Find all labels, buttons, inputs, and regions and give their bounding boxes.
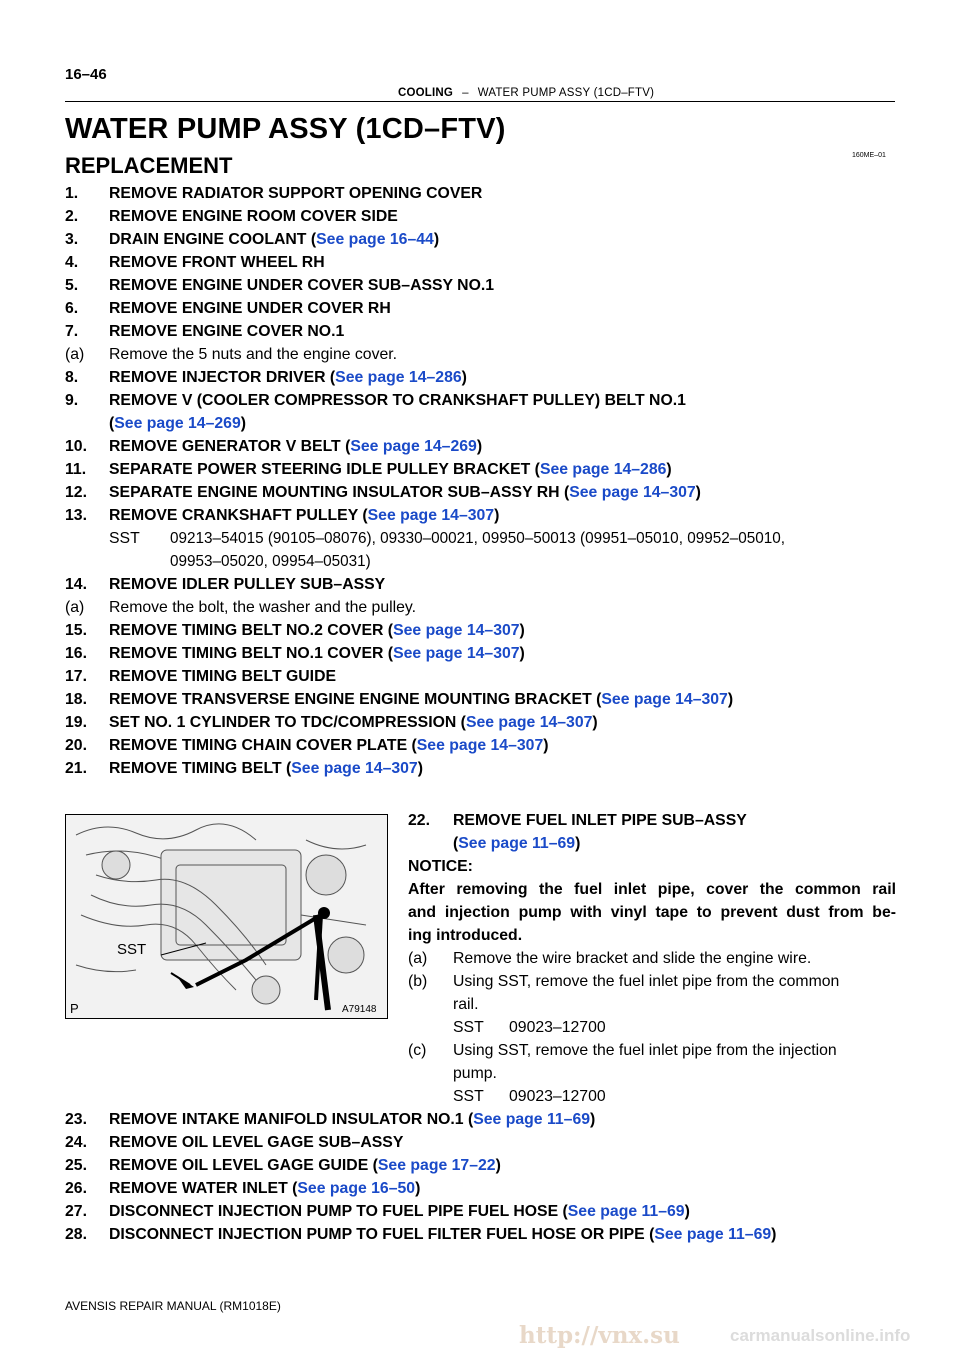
step-22-sub-b-line2: rail. [453, 996, 479, 1013]
step-15: 15. REMOVE TIMING BELT NO.2 COVER (See page 14–307) [65, 622, 525, 639]
page-link[interactable]: See page 17–22 [377, 1157, 496, 1174]
step-22: 22. REMOVE FUEL INLET PIPE SUB–ASSY [408, 812, 747, 829]
step-12: 12. SEPARATE ENGINE MOUNTING INSULATOR SUB–ASSY RH (See page 14–307) [65, 484, 701, 501]
page-link[interactable]: See page 14–307 [465, 714, 593, 731]
page-link[interactable]: See page 14–269 [350, 438, 477, 455]
document-id: 160ME–01 [852, 152, 886, 159]
page-title: WATER PUMP ASSY (1CD–FTV) [65, 113, 506, 145]
step-11: 11. SEPARATE POWER STEERING IDLE PULLEY BRACKET (See page 14–286) [65, 461, 672, 478]
step-13-sst-line1: 09213–54015 (90105–08076), 09330–00021, 09950–50013 (09951–05010, 09952–05010, [170, 530, 786, 547]
step-9: 9. REMOVE V (COOLER COMPRESSOR TO CRANKSHAFT PULLEY) BELT NO.1 [65, 392, 686, 409]
page-link[interactable]: See page 14–307 [393, 645, 520, 662]
section-subtitle: REPLACEMENT [65, 153, 233, 178]
engine-drawing [66, 815, 388, 1019]
step-13-sst-line2: 09953–05020, 09954–05031) [170, 553, 371, 570]
step-22-sub-b: (b) Using SST, remove the fuel inlet pipe from the common [408, 973, 840, 990]
step-22-continuation: (See page 11–69) [453, 835, 581, 852]
step-3: 3. DRAIN ENGINE COOLANT (See page 16–44) [65, 231, 440, 248]
step-6: 6. REMOVE ENGINE UNDER COVER RH [65, 300, 391, 317]
step-22-sub-c: (c) Using SST, remove the fuel inlet pipe from the injection [408, 1042, 837, 1059]
page-link[interactable]: See page 11–69 [473, 1111, 591, 1128]
subsection-name: WATER PUMP ASSY (1CD–FTV) [477, 87, 655, 99]
step-2: 2. REMOVE ENGINE ROOM COVER SIDE [65, 208, 398, 225]
step-27: 27. DISCONNECT INJECTION PUMP TO FUEL PIPE FUEL HOSE (See page 11–69) [65, 1203, 690, 1220]
step-13-sst-label: SST [109, 530, 140, 547]
watermark-carmanuals[interactable]: carmanualsonline.info [730, 1326, 911, 1345]
step-14: 14. REMOVE IDLER PULLEY SUB–ASSY [65, 576, 386, 593]
figure-code: A79148 [342, 1004, 377, 1015]
step-14-sub-a: (a) Remove the bolt, the washer and the pulley. [65, 599, 417, 616]
step-20: 20. REMOVE TIMING CHAIN COVER PLATE (See page 14–307) [65, 737, 549, 754]
step-21: 21. REMOVE TIMING BELT (See page 14–307) [65, 760, 423, 777]
page-link[interactable]: See page 11–69 [654, 1226, 772, 1243]
header-separator: – [462, 87, 469, 99]
step-23: 23. REMOVE INTAKE MANIFOLD INSULATOR NO.1 (See page 11–69) [65, 1111, 596, 1128]
page-link[interactable]: See page 14–307 [393, 622, 520, 639]
step-22-sub-c-line2: pump. [453, 1065, 497, 1082]
figure-corner-p: P [70, 1001, 79, 1016]
step-13: 13. REMOVE CRANKSHAFT PULLEY (See page 14–307) [65, 507, 500, 524]
step-18: 18. REMOVE TRANSVERSE ENGINE ENGINE MOUNTING BRACKET (See page 14–307) [65, 691, 734, 708]
page-link[interactable]: See page 16–50 [297, 1180, 416, 1197]
step-22-sub-a: (a) Remove the wire bracket and slide the engine wire. [408, 950, 812, 967]
step-8: 8. REMOVE INJECTOR DRIVER (See page 14–286) [65, 369, 467, 386]
section-name: COOLING [398, 87, 454, 99]
header-rule [65, 101, 895, 102]
page-link[interactable]: See page 14–307 [367, 507, 495, 524]
step-4: 4. REMOVE FRONT WHEEL RH [65, 254, 325, 271]
page-link[interactable]: See page 11–69 [567, 1203, 685, 1220]
running-header [398, 87, 654, 99]
step-19: 19. SET NO. 1 CYLINDER TO TDC/COMPRESSION (See page 14–307) [65, 714, 598, 731]
page-link[interactable]: See page 14–307 [601, 691, 728, 708]
notice-line-3: ing introduced. [408, 927, 523, 944]
page-link[interactable]: See page 14–307 [416, 737, 544, 754]
page-link[interactable]: See page 11–69 [458, 835, 576, 852]
footer-manual-id: AVENSIS REPAIR MANUAL (RM1018E) [65, 1299, 281, 1313]
page-link[interactable]: See page 14–307 [569, 484, 696, 501]
step-9-continuation: (See page 14–269) [109, 415, 246, 432]
page-link[interactable]: See page 16–44 [316, 231, 434, 248]
step-24: 24. REMOVE OIL LEVEL GAGE SUB–ASSY [65, 1134, 404, 1151]
page-link[interactable]: See page 14–286 [335, 369, 462, 386]
step-7-sub-a: (a) Remove the 5 nuts and the engine cover. [65, 346, 398, 363]
notice-line-2: and injection pump with vinyl tape to prevent dust from be- [408, 904, 896, 921]
step-5: 5. REMOVE ENGINE UNDER COVER SUB–ASSY NO.1 [65, 277, 495, 294]
page-link[interactable]: See page 14–286 [539, 461, 667, 478]
notice-label: NOTICE: [408, 858, 473, 875]
step-1: 1. REMOVE RADIATOR SUPPORT OPENING COVER [65, 185, 483, 202]
step-26: 26. REMOVE WATER INLET (See page 16–50) [65, 1180, 421, 1197]
figure-sst-callout: SST [117, 941, 147, 958]
step-25: 25. REMOVE OIL LEVEL GAGE GUIDE (See page 17–22) [65, 1157, 501, 1174]
engine-illustration [65, 814, 388, 1019]
notice-line-1: After removing the fuel inlet pipe, cover the common rail [408, 881, 896, 898]
step-22-sub-c-sst: SST 09023–12700 [453, 1088, 606, 1105]
step-7: 7. REMOVE ENGINE COVER NO.1 [65, 323, 345, 340]
step-17: 17. REMOVE TIMING BELT GUIDE [65, 668, 337, 685]
page-link[interactable]: See page 14–269 [114, 415, 241, 432]
step-16: 16. REMOVE TIMING BELT NO.1 COVER (See page 14–307) [65, 645, 525, 662]
step-10: 10. REMOVE GENERATOR V BELT (See page 14–269) [65, 438, 483, 455]
step-28: 28. DISCONNECT INJECTION PUMP TO FUEL FILTER FUEL HOSE OR PIPE (See page 11–69) [65, 1226, 777, 1243]
page-number: 16–46 [65, 66, 107, 83]
step-22-sub-b-sst: SST 09023–12700 [453, 1019, 606, 1036]
page-link[interactable]: See page 14–307 [291, 760, 418, 777]
watermark-vnx[interactable]: http://vnx.su [519, 1322, 680, 1349]
